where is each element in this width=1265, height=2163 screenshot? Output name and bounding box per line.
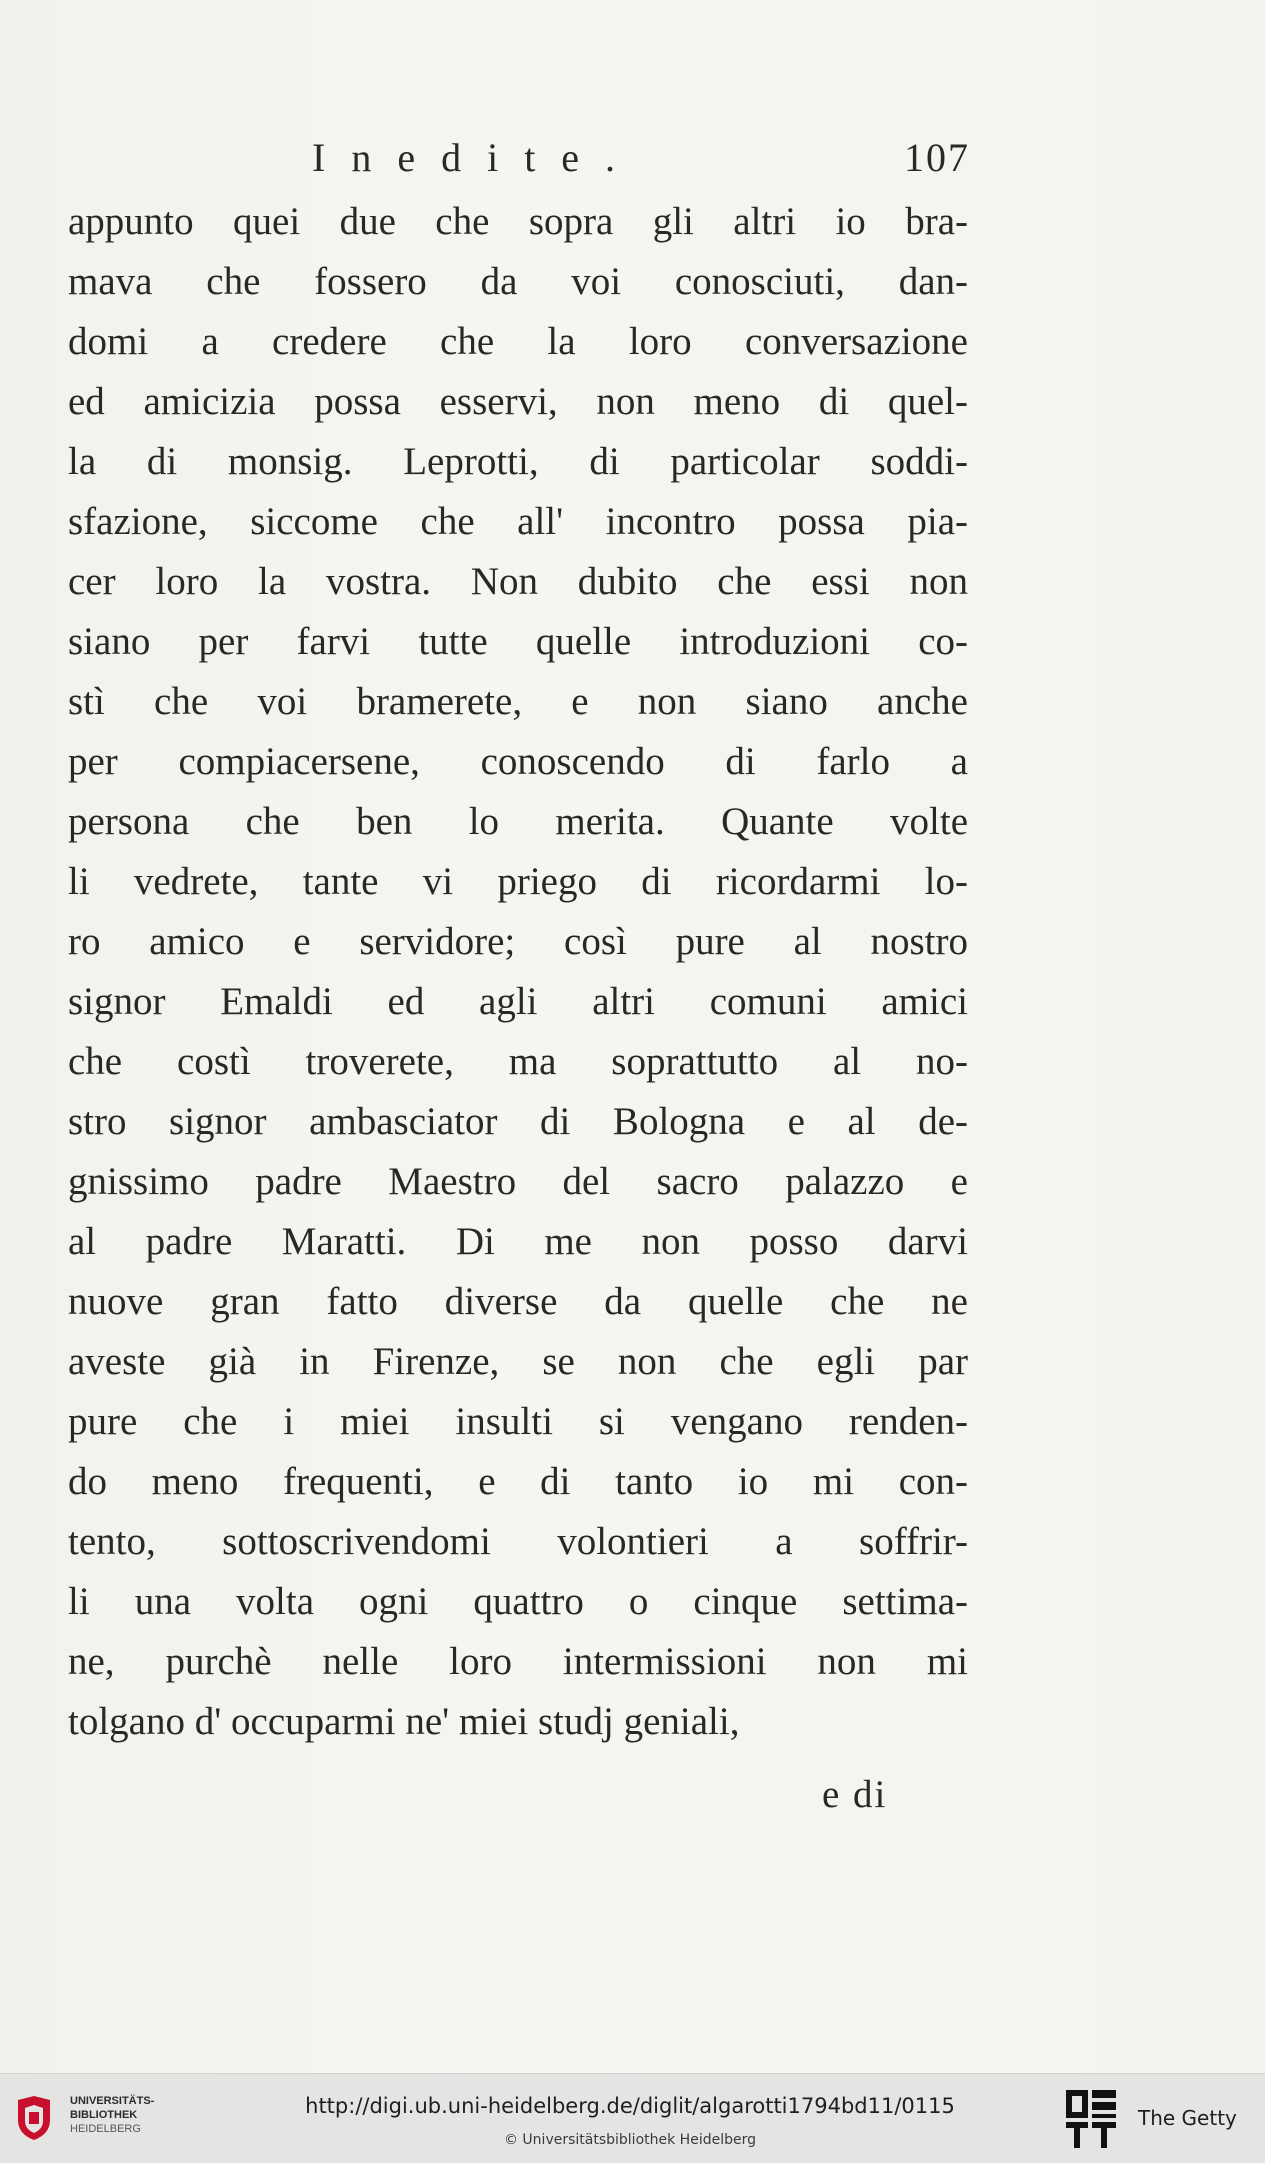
text-line: persona che ben lo merita. Quante volte bbox=[68, 800, 968, 843]
text-line: per compiacersene, conoscendo di farlo a bbox=[68, 740, 968, 783]
text-line: cer loro la vostra. Non dubito che essi non bbox=[68, 560, 968, 603]
getty-logo-icon bbox=[1064, 2088, 1118, 2150]
text-line: domi a credere che la loro conversazione bbox=[68, 320, 968, 363]
heidelberg-library-logo-icon bbox=[14, 2094, 54, 2142]
running-head bbox=[300, 128, 980, 188]
text-line: tento, sottoscrivendomi volontieri a soffrir- bbox=[68, 1520, 968, 1563]
page-number: 107 bbox=[904, 135, 970, 180]
text-line: ed amicizia possa esservi, non meno di quel- bbox=[68, 380, 968, 423]
text-line: ne, purchè nelle loro intermissioni non mi bbox=[68, 1640, 968, 1683]
text-line: li una volta ogni quattro o cinque settima- bbox=[68, 1580, 968, 1623]
footer-bar bbox=[0, 2073, 1265, 2163]
text-line: stro signor ambasciator di Bologna e al de- bbox=[68, 1100, 968, 1143]
text-line: pure che i miei insulti si vengano renden- bbox=[68, 1400, 968, 1443]
copyright-notice: © Universitätsbibliothek Heidelberg bbox=[503, 2132, 756, 2148]
text-line: la di monsig. Leprotti, di particolar soddi- bbox=[68, 440, 968, 483]
text-line: tolgano d' occuparmi ne' miei studj geniali, bbox=[68, 1700, 740, 1743]
running-head-title: Inedite. bbox=[312, 135, 642, 180]
text-line: che costì troverete, ma soprattutto al no- bbox=[68, 1040, 968, 1083]
text-line: ro amico e servidore; così pure al nostro bbox=[68, 920, 968, 963]
text-line: do meno frequenti, e di tanto io mi con- bbox=[68, 1460, 968, 1503]
text-line: al padre Maratti. Di me non posso darvi bbox=[68, 1220, 968, 1263]
text-line: signor Emaldi ed agli altri comuni amici bbox=[68, 980, 968, 1023]
library-name-line: BIBLIOTHEK bbox=[70, 2109, 138, 2121]
text-line: aveste già in Firenze, se non che egli par bbox=[68, 1340, 968, 1383]
text-line: stì che voi bramerete, e non siano anche bbox=[68, 680, 968, 723]
library-name bbox=[70, 2094, 230, 2136]
text-line: sfazione, siccome che all' incontro possa pia- bbox=[68, 500, 968, 543]
partner-name: The Getty bbox=[1138, 2106, 1237, 2130]
text-line: mava che fossero da voi conosciuti, dan- bbox=[68, 260, 968, 303]
library-name-line: HEIDELBERG bbox=[70, 2123, 141, 2135]
body-text bbox=[68, 192, 968, 1752]
library-name-line: UNIVERSITÄTS- bbox=[70, 2095, 155, 2107]
text-line: gnissimo padre Maestro del sacro palazzo e bbox=[68, 1160, 968, 1203]
text-line: nuove gran fatto diverse da quelle che ne bbox=[68, 1280, 968, 1323]
permalink-url[interactable]: http://digi.ub.uni-heidelberg.de/diglit/algarotti1794bd11/0115 bbox=[305, 2094, 955, 2118]
catchword: e di bbox=[822, 1773, 888, 1816]
text-line: appunto quei due che sopra gli altri io bra- bbox=[68, 200, 968, 243]
text-line: siano per farvi tutte quelle introduzioni co- bbox=[68, 620, 968, 663]
text-line: li vedrete, tante vi priego di ricordarmi lo- bbox=[68, 860, 968, 903]
